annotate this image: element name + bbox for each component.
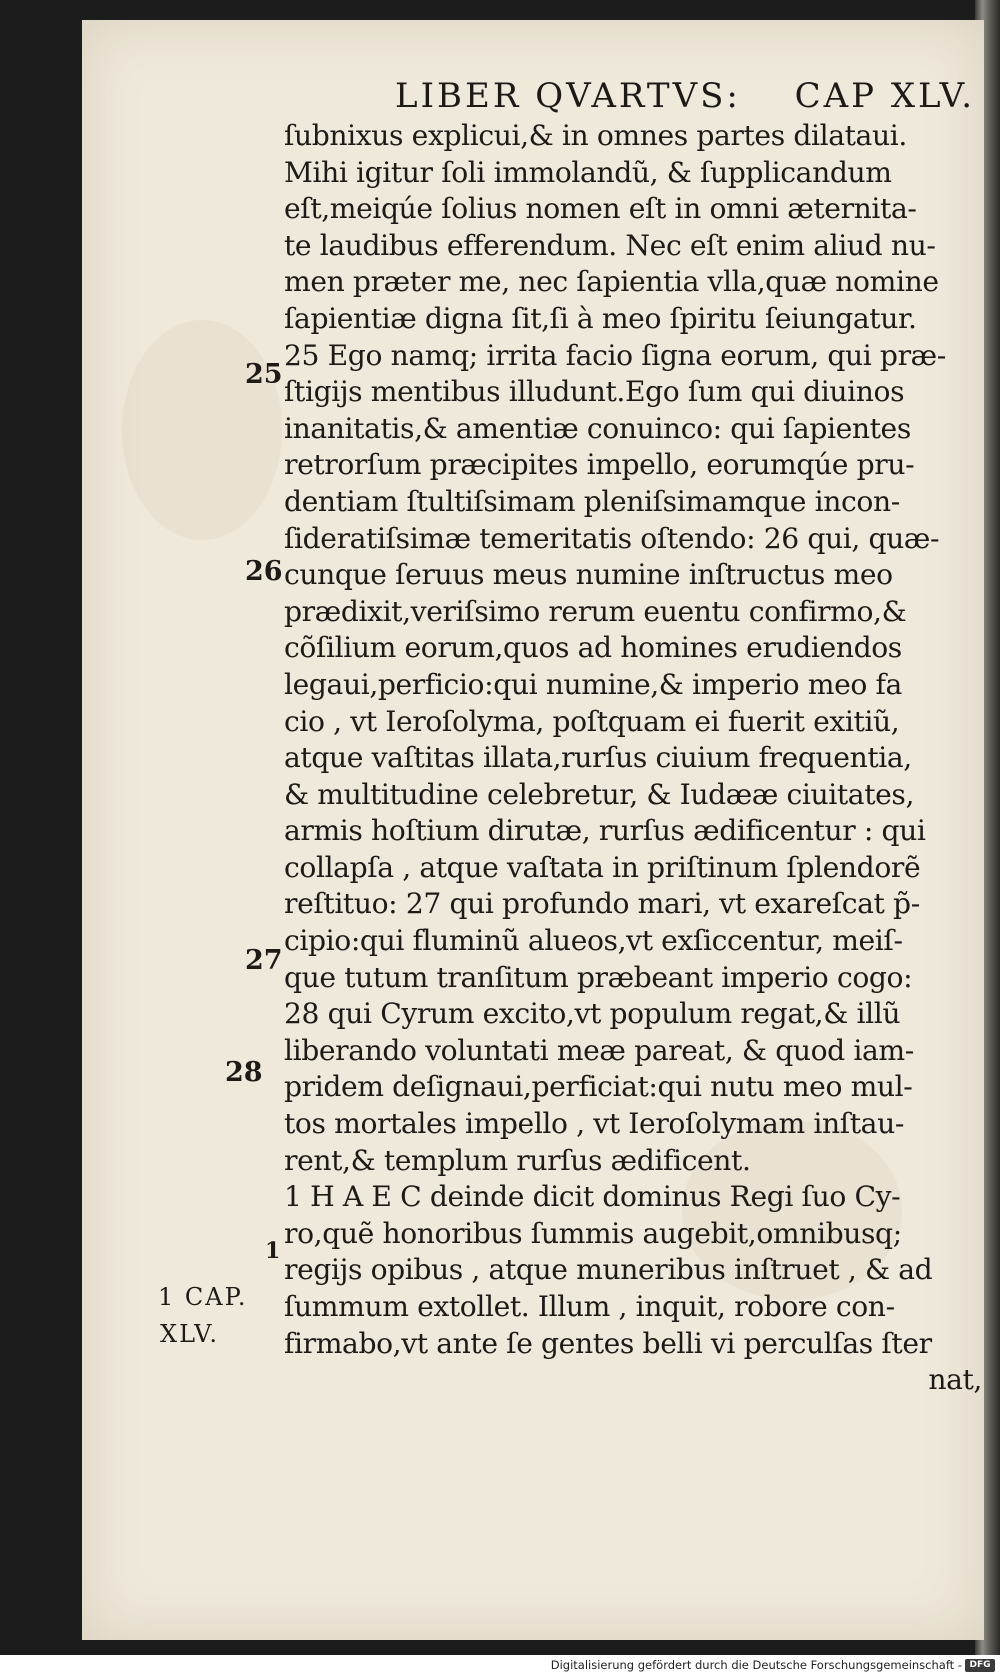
- text-line: que tutum tranſitum præbeant imperio cogo:: [284, 960, 913, 994]
- text-line: cunque ſeruus meus numine inſtructus meo: [284, 558, 893, 592]
- text-line: ſubnixus explicui,& in omnes partes dilataui.: [284, 119, 907, 152]
- text-line: cipio:qui fluminũ alueos,vt exſiccentur, meiſ-: [284, 924, 903, 958]
- running-head: [395, 76, 985, 120]
- dfg-logo: DFG: [965, 1659, 995, 1672]
- text-line: men præter me, nec ſapientia vlla,quæ nomine: [284, 265, 939, 299]
- funding-credit: Digitalisierung gefördert durch die Deutsche Forschungsgemeinschaft -: [550, 1658, 962, 1672]
- text-line: prædixit,veriſsimo rerum euentu confirmo,&: [284, 594, 907, 628]
- footer-bar: [0, 1655, 1000, 1676]
- text-line: Mihi igitur ſoli immolandũ, & ſupplicandum: [284, 155, 892, 189]
- text-line: te laudibus efferendum. Nec eſt enim aliud nu-: [284, 228, 936, 262]
- running-chapter: CAP XLV.: [794, 76, 975, 116]
- text-line: inanitatis,& amentiæ conuinco: qui ſapientes: [284, 411, 911, 445]
- text-line: cõſilium eorum,quos ad homines erudiendos: [284, 631, 902, 665]
- margin-verse-number: 26: [245, 556, 283, 587]
- running-title: LIBER QVARTVS:: [395, 76, 741, 116]
- margin-verse-number: 27: [245, 945, 283, 976]
- margin-verse-number: 28: [225, 1057, 263, 1088]
- text-line: ſideratiſsimæ temeritatis oſtendo: 26 qui, quæ-: [284, 521, 940, 555]
- text-line: 25 Ego namq; irrita facio ſigna eorum, qui præ-: [284, 338, 946, 372]
- text-line: reſtituo: 27 qui profundo mari, vt exareſcat p̃-: [284, 887, 920, 921]
- text-line: legaui,perficio:qui numine,& imperio meo fa: [284, 667, 902, 701]
- text-line: tos mortales impello , vt Ieroſolymam inſtau-: [284, 1107, 904, 1141]
- text-line: collapſa , atque vaſtata in priſtinum ſplendorẽ: [284, 850, 921, 884]
- margin-chapter-label: XLV.: [160, 1320, 219, 1348]
- text-line: rent,& templum rurſus ædificent.: [284, 1143, 751, 1177]
- text-line: retrorſum præcipites impello, eorumqúe pru-: [284, 448, 915, 482]
- paper-stain: [122, 320, 282, 540]
- body-text: [284, 118, 984, 1399]
- text-line: regijs opibus , atque muneribus inſtruet , & ad: [284, 1253, 933, 1287]
- catchword: nat,: [928, 1363, 982, 1397]
- text-line: liberando voluntati meæ pareat, & quod iam-: [284, 1033, 914, 1067]
- text-line: 28 qui Cyrum excito,vt populum regat,& illũ: [284, 997, 901, 1031]
- text-line: firmabo,vt ante ſe gentes belli vi perculſas ſter: [284, 1326, 932, 1360]
- text-line: 1 H A E C deinde dicit dominus Regi ſuo Cy-: [284, 1180, 901, 1214]
- text-line: cio , vt Ieroſolyma, poſtquam ei fuerit exitiũ,: [284, 704, 900, 738]
- margin-verse-number: 25: [245, 359, 283, 390]
- text-line: & multitudine celebretur, & Iudææ ciuitates,: [284, 777, 915, 811]
- text-line: eſt,meiqúe ſolius nomen eſt in omni æternita-: [284, 192, 917, 226]
- text-line: ſtigijs mentibus illudunt.Ego ſum qui diuinos: [284, 375, 905, 409]
- text-line: ſapientiæ digna ſit,ſi à meo ſpiritu ſeiungatur.: [284, 301, 917, 335]
- margin-chapter-label: 1 CAP.: [158, 1283, 248, 1311]
- text-line: dentiam ſtultiſsimam pleniſsimamque incon-: [284, 484, 900, 518]
- text-line: atque vaſtitas illata,rurſus ciuium frequentia,: [284, 741, 912, 775]
- text-line: ro,quẽ honoribus ſummis augebit,omnibusq;: [284, 1216, 902, 1250]
- text-line: armis hoſtium dirutæ, rurſus ædificentur : qui: [284, 814, 926, 848]
- margin-verse-number: 1: [265, 1238, 281, 1264]
- text-line: pridem deſignaui,perficiat:qui nutu meo mul-: [284, 1070, 913, 1104]
- text-line: ſummum extollet. Illum , inquit, robore con-: [284, 1290, 895, 1323]
